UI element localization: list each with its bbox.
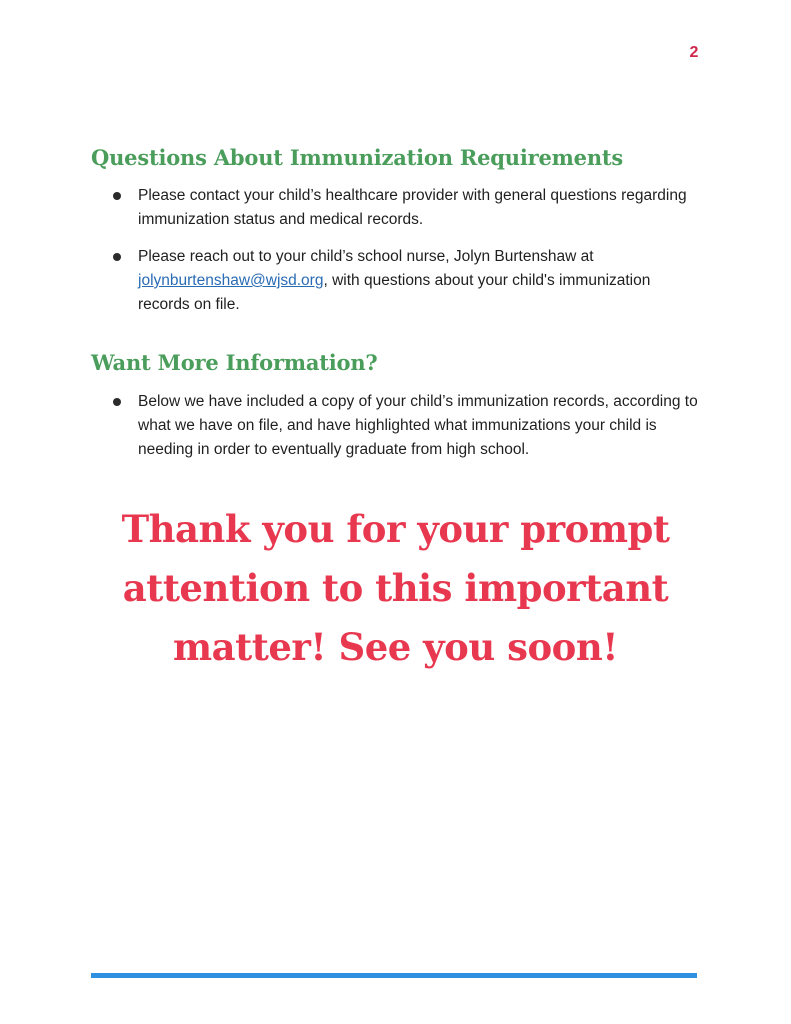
- nurse-email-link[interactable]: jolynburtenshaw@wjsd.org: [138, 272, 324, 289]
- page-number: 2: [689, 44, 699, 61]
- bullet-icon: [113, 192, 121, 200]
- immunization-questions-list: [110, 184, 700, 330]
- bullet-icon: [113, 398, 121, 406]
- list-item: [110, 184, 700, 232]
- list-item-text-before-link: Please reach out to your child’s school nurse, Jolyn Burtenshaw at: [138, 248, 594, 265]
- closing-message-line-1: Thank you for your prompt: [121, 507, 670, 551]
- list-item-text: Below we have included a copy of your child’s immunization records, according to what we have on file, and have highlighted what immunizations your child is needing in order to eventually graduate from high school.: [138, 393, 698, 458]
- list-item: [110, 390, 700, 462]
- list-item-text-after-link: , with questions about your child's immunization records on file.: [138, 272, 651, 313]
- closing-message-line-2: attention to this important: [122, 566, 669, 610]
- closing-message-line-3: matter! See you soon!: [173, 625, 618, 669]
- closing-message: [70, 500, 721, 677]
- section-heading-more-information: Want More Information?: [91, 350, 378, 375]
- list-item-text: Please contact your child’s healthcare provider with general questions regarding immunization status and medical records.: [138, 187, 687, 228]
- footer-divider: [91, 973, 697, 978]
- section-heading-immunization-questions: Questions About Immunization Requirements: [91, 145, 624, 170]
- bullet-icon: [113, 253, 121, 261]
- more-information-list: [110, 390, 700, 475]
- list-item: [110, 245, 700, 317]
